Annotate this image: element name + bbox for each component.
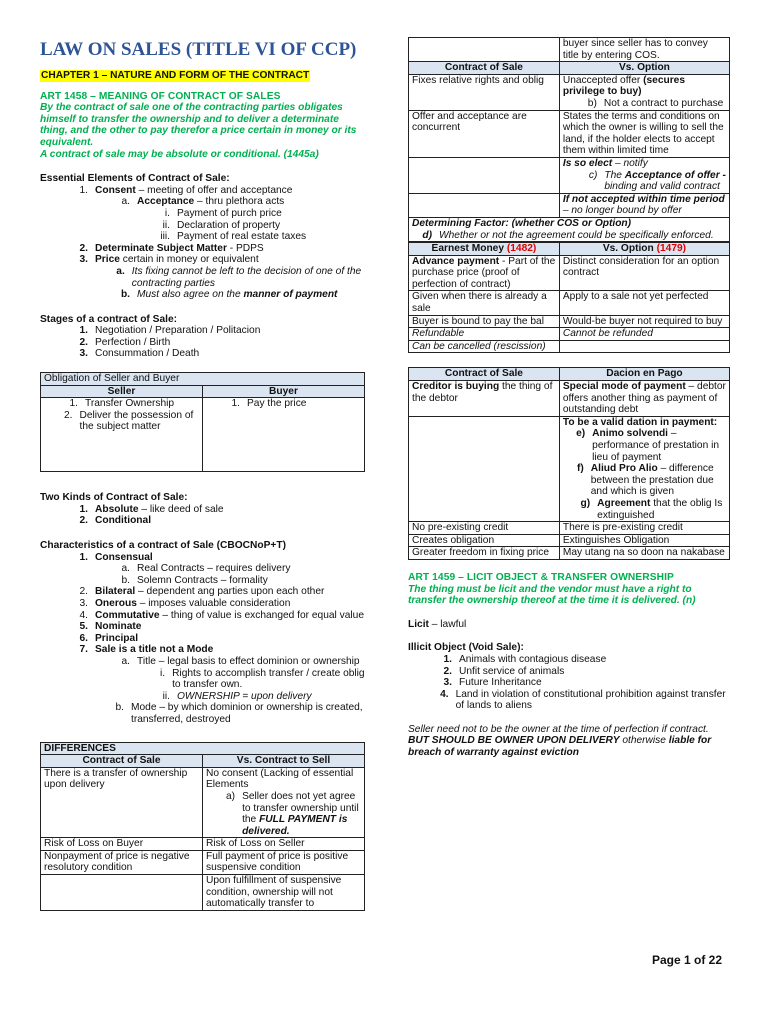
header-buyer: Buyer <box>203 385 365 398</box>
art-1458-text-2: A contract of sale may be absolute or conditional. (1445a) <box>40 148 319 160</box>
stages-list <box>40 325 365 360</box>
list-item: 7. Sale is a title not a Mode <box>79 644 214 656</box>
list-item: 2. Determinate Subject Matter - PDPS <box>79 242 264 254</box>
table-row: Fixes relative rights and oblig Unaccepted offer (secures privilege to buy) b) Not a contract to purchase <box>409 74 730 110</box>
header-contract-of-sale: Contract of Sale <box>41 755 203 768</box>
seller-note: Seller need not to be the owner at the time of perfection if contract. BUT SHOULD BE OWNER UPON DELIVERY otherwise liable for breach of warranty against eviction <box>408 723 712 759</box>
essential-list <box>40 185 365 301</box>
differences-table <box>40 742 365 911</box>
chars-heading: Characteristics of a contract of Sale (CBOCNoP+T) <box>40 540 286 552</box>
essential-heading: Essential Elements of Contract of Sale: <box>40 173 230 185</box>
art-1459-text: The thing must be licit and the vendor must have a right to transfer the ownership thereof at the time it is delivered. (n) <box>408 583 696 607</box>
list-item: 1. Negotiation / Preparation / Politacion <box>79 325 261 337</box>
dacion-table <box>408 367 730 560</box>
option-table <box>408 37 730 242</box>
list-item: 1. Consent – meeting of offer and acceptance <box>79 184 293 196</box>
art-1458-heading: ART 1458 – MEANING OF CONTRACT OF SALES <box>40 90 281 102</box>
chars-list <box>40 552 365 726</box>
list-item: 2. Bilateral – dependent ang parties upon each other <box>79 586 325 598</box>
table-row: buyer since seller has to convey title by entering COS. <box>409 38 730 62</box>
list-item: a. Title – legal basis to effect dominion or ownership <box>121 655 360 667</box>
differences-title: DIFFERENCES <box>41 742 365 755</box>
table-row: Can be cancelled (rescission) <box>409 340 730 353</box>
left-column <box>40 0 365 911</box>
table-row: Creditor is buying the thing of the debtor Special mode of payment – debtor offers another thing as payment of outstanding debt <box>409 381 730 417</box>
table-row: Risk of Loss on Buyer Risk of Loss on Seller <box>41 838 365 851</box>
list-item: 4. Land in violation of constitutional prohibition against transfer of lands to aliens <box>440 688 726 712</box>
list-item: 3. Price certain in money or equivalent <box>79 254 259 266</box>
list-item: b. Mode – by which dominion or ownership is created, transferred, destroyed <box>115 702 363 725</box>
table-row: To be a valid dation in payment: e) Animo solvendi – performance of prestation in lieu of payment f) Aliud Pro Alio – difference between the prestation due and which is given g) Agreement that the oblig Is extinguished <box>409 416 730 521</box>
table-row: Refundable Cannot be refunded <box>409 328 730 341</box>
header-contract-of-sale: Contract of Sale <box>409 368 560 381</box>
table-row: Offer and acceptance are concurrent States the terms and conditions on which the owner is willing to sell the land, if the holder elects to accept them within limited time <box>409 110 730 157</box>
table-row: Advance payment - Part of the purchase price (proof of perfection of contract) Distinct consideration for an option contract <box>409 255 730 291</box>
list-item: 3. Consummation / Death <box>79 348 200 360</box>
header-option: Vs. Option <box>559 62 729 75</box>
table-row: Nonpayment of price is negative resolutory condition Full payment of price is positive suspensive condition <box>41 850 365 874</box>
list-item: 3. Onerous – imposes valuable consideration <box>79 598 291 609</box>
list-item: i. Rights to accomplish transfer / create oblig to transfer own. <box>159 667 365 691</box>
list-item: 3. Future Inheritance <box>443 677 542 689</box>
list-item: ii. Declaration of property <box>162 219 281 231</box>
header-contract-of-sale: Contract of Sale <box>409 62 560 75</box>
art-1458-text: By the contract of sale one of the contracting parties obligates himself to transfer the ownership and to deliver a determinate thing, and the other to pay therefor a price certain in money or its equivalent. <box>40 102 357 148</box>
list-item: 5. Nominate <box>79 621 142 633</box>
list-item: 2. Unfit service of animals <box>443 665 565 677</box>
art-1459-heading: ART 1459 – LICIT OBJECT & TRANSFER OWNERSHIP <box>408 571 674 583</box>
header-contract-to-sell: Vs. Contract to Sell <box>203 755 365 768</box>
header-vs-option: Vs. Option (1479) <box>559 243 729 256</box>
list-item: 6. Principal <box>79 632 139 644</box>
list-item: 1. Absolute – like deed of sale <box>79 503 224 515</box>
right-column <box>408 0 730 759</box>
table-row: Upon fulfillment of suspensive condition, ownership will not automatically transfer to <box>41 875 365 911</box>
licit-definition: Licit – lawful <box>408 618 467 630</box>
list-item: a. Real Contracts – requires delivery <box>121 563 291 575</box>
table-row: Creates obligation Extinguishes Obligation <box>409 534 730 547</box>
table-row: No pre-existing credit There is pre-existing credit <box>409 522 730 535</box>
list-item: b. Must also agree on the manner of payment <box>120 289 338 301</box>
list-item: 2. Conditional <box>79 515 152 527</box>
list-item: 1. Consensual <box>79 551 153 563</box>
obligation-table <box>40 372 365 472</box>
table-row: Determining Factor: (whether COS or Option) d) Whether or not the agreement could be specifically enforced. <box>409 217 730 241</box>
table-row: Greater freedom in fixing price May utang na so doon na nakabase <box>409 547 730 560</box>
table-row: There is a transfer of ownership upon delivery No consent (Lacking of essential Elements a) Seller does not yet agree to transfer ownership until the FULL PAYMENT is delivered. <box>41 767 365 838</box>
obligation-title: Obligation of Seller and Buyer <box>41 373 365 386</box>
seller-cell: 1. Transfer Ownership 2. Deliver the possession of the subject matter <box>41 398 203 472</box>
list-item: a. Acceptance – thru plethora acts <box>121 196 285 208</box>
table-row: Buyer is bound to pay the bal Would-be buyer not required to buy <box>409 315 730 328</box>
table-row: Is so elect – notify c) The Acceptance of offer - binding and valid contract <box>409 157 730 193</box>
header-earnest-money: Earnest Money (1482) <box>409 243 560 256</box>
kinds-heading: Two Kinds of Contract of Sale: <box>40 492 188 504</box>
table-row: If not accepted within time period – no longer bound by offer <box>409 193 730 217</box>
illicit-list <box>408 654 730 712</box>
list-item: 1. Animals with contagious disease <box>443 653 607 665</box>
list-item: 2. Perfection / Birth <box>79 336 171 348</box>
list-item: a. Its fixing cannot be left to the decision of one of the contracting parties <box>116 265 362 289</box>
buyer-cell: 1. Pay the price <box>203 398 365 472</box>
stages-heading: Stages of a contract of Sale: <box>40 313 177 325</box>
illicit-heading: Illicit Object (Void Sale): <box>408 642 524 654</box>
list-item: 4. Commutative – thing of value is exchanged for equal value <box>79 609 365 621</box>
list-item: ii. OWNERSHIP = upon delivery <box>162 690 312 702</box>
list-item: b. Solemn Contracts – formality <box>121 574 268 586</box>
chapter-heading: CHAPTER 1 – NATURE AND FORM OF THE CONTRACT <box>41 70 310 81</box>
page-number: Page 1 of 22 <box>652 953 723 967</box>
list-item: iii. Payment of real estate taxes <box>160 231 307 243</box>
header-seller: Seller <box>41 385 203 398</box>
earnest-table <box>408 242 730 353</box>
page-title: LAW ON SALES (TITLE VI OF CCP) <box>40 39 357 60</box>
list-item: i. Payment of purch price <box>164 207 282 219</box>
table-row: Given when there is already a sale Apply to a sale not yet perfected <box>409 291 730 315</box>
header-dacion: Dacion en Pago <box>559 368 729 381</box>
